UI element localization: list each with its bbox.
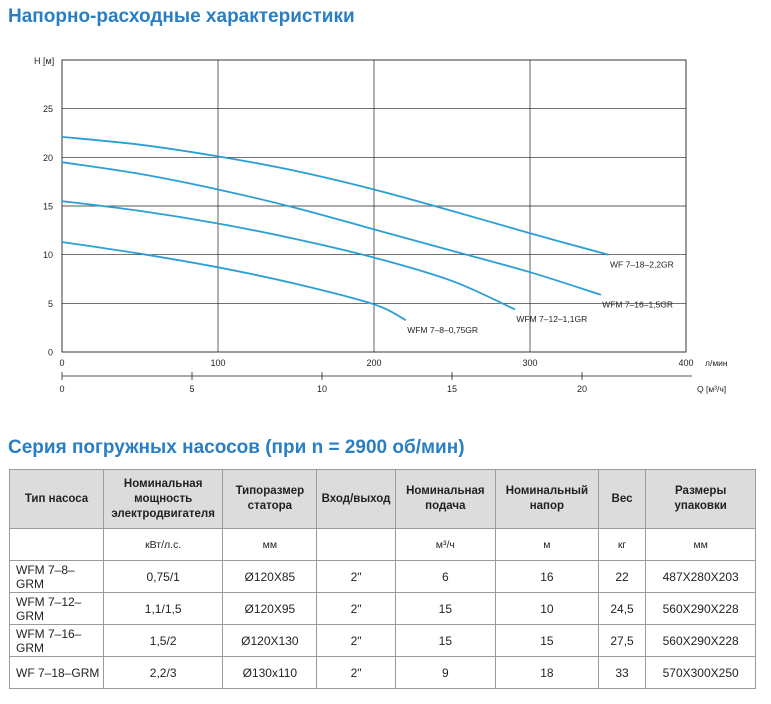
y-axis-label: H [м] xyxy=(34,56,55,66)
table-row-cell: WFM 7–8–GRM xyxy=(10,561,104,593)
y-tick-label: 10 xyxy=(42,250,53,261)
table-units-row-cell xyxy=(10,529,104,561)
chart-labels xyxy=(34,56,728,394)
x-tick-label-lpm: 100 xyxy=(210,358,226,368)
specs-table xyxy=(9,469,756,689)
table-row-cell: 0,75/1 xyxy=(104,561,223,593)
table-row-cell: 560X290X228 xyxy=(646,593,756,625)
x-axis-label-lpm: л/мин xyxy=(705,358,728,368)
curve-4 xyxy=(62,242,405,320)
table-row-cell: 15 xyxy=(395,593,495,625)
table-header-cell: Тип насоса xyxy=(10,470,104,529)
curve-3 xyxy=(62,201,514,309)
table-row-cell: 560X290X228 xyxy=(646,625,756,657)
table-header-cell: Номинальная подача xyxy=(395,470,495,529)
table-row-cell: Ø130x110 xyxy=(223,657,317,689)
x-tick-label-lpm: 300 xyxy=(522,358,538,368)
x-tick-label-lpm: 200 xyxy=(366,358,382,368)
table-row-cell: 15 xyxy=(395,625,495,657)
table-row-cell: 33 xyxy=(598,657,646,689)
table-header-cell: Размеры упаковки xyxy=(646,470,756,529)
table-title: Серия погружных насосов (при n = 2900 об/мин) xyxy=(8,437,465,458)
table-row-cell: 2" xyxy=(317,657,395,689)
x-tick-label-m3h: 0 xyxy=(59,384,65,394)
curve-1 xyxy=(62,137,608,255)
table-units-row-cell: м xyxy=(496,529,599,561)
table-row-cell: 2,2/3 xyxy=(104,657,223,689)
y-tick-label: 5 xyxy=(47,298,53,309)
table-row-cell: 24,5 xyxy=(598,593,646,625)
table-row-cell: Ø120X95 xyxy=(223,593,317,625)
curve-label-3: WFM 7–12–1,1GR xyxy=(516,314,588,325)
chart-curves xyxy=(62,137,608,320)
table-units-row xyxy=(10,529,756,561)
x-tick-label-m3h: 5 xyxy=(189,384,195,394)
table-row-cell: 2" xyxy=(317,625,395,657)
table-row-cell: 18 xyxy=(496,657,599,689)
table-header-cell: Вес xyxy=(598,470,646,529)
table-header-cell: Номинальная мощность электродвигателя xyxy=(104,470,223,529)
table-row-cell: 9 xyxy=(395,657,495,689)
table-units-row-cell xyxy=(317,529,395,561)
table-row-cell: 2" xyxy=(317,561,395,593)
table-row xyxy=(10,625,756,657)
table-units-row-cell: кВт/л.с. xyxy=(104,529,223,561)
table-row-cell: 22 xyxy=(598,561,646,593)
table-row-cell: 1,5/2 xyxy=(104,625,223,657)
table-row-cell: 2" xyxy=(317,593,395,625)
table-row-cell: Ø120X130 xyxy=(223,625,317,657)
table-row xyxy=(10,657,756,689)
x-tick-label-m3h: 20 xyxy=(576,384,588,394)
y-tick-label: 15 xyxy=(42,201,53,212)
x-tick-label-m3h: 10 xyxy=(316,384,328,394)
table-units-row-cell: мм xyxy=(223,529,317,561)
table-row-cell: WFM 7–16–GRM xyxy=(10,625,104,657)
curve-label-1: WF 7–18–2,2GR xyxy=(610,259,674,270)
table-row-cell: Ø120X85 xyxy=(223,561,317,593)
table-row-cell: 1,1/1,5 xyxy=(104,593,223,625)
table-units-row-cell: м³/ч xyxy=(395,529,495,561)
curve-label-2: WFM 7–16–1,5GR xyxy=(602,299,674,310)
x-tick-label-m3h: 15 xyxy=(446,384,458,394)
x-tick-label-lpm: 400 xyxy=(678,358,694,368)
performance-chart xyxy=(0,40,771,400)
chart-grid xyxy=(62,60,692,380)
y-tick-label: 25 xyxy=(42,104,53,115)
table-row xyxy=(10,593,756,625)
curve-label-4: WFM 7–8–0,75GR xyxy=(407,324,479,335)
table-row-cell: 16 xyxy=(496,561,599,593)
x-axis-label-m3h: Q [м³/ч] xyxy=(697,384,727,394)
table-row-cell: 570X300X250 xyxy=(646,657,756,689)
table-row-cell: 15 xyxy=(496,625,599,657)
table-row xyxy=(10,561,756,593)
y-tick-label: 20 xyxy=(42,152,53,163)
x-tick-label-lpm: 0 xyxy=(59,358,65,368)
chart-title: Напорно-расходные характеристики xyxy=(8,6,355,27)
table-header-cell: Вход/выход xyxy=(317,470,395,529)
table-row-cell: 27,5 xyxy=(598,625,646,657)
table-row-cell: 6 xyxy=(395,561,495,593)
table-row-cell: WFM 7–12–GRM xyxy=(10,593,104,625)
table-row-cell: 10 xyxy=(496,593,599,625)
table-header-cell: Типоразмер статора xyxy=(223,470,317,529)
table-header-cell: Номинальный напор xyxy=(496,470,599,529)
table-row-cell: WF 7–18–GRM xyxy=(10,657,104,689)
table-units-row-cell: кг xyxy=(598,529,646,561)
table-units-row-cell: мм xyxy=(646,529,756,561)
table-row-cell: 487X280X203 xyxy=(646,561,756,593)
y-tick-label: 0 xyxy=(47,347,53,358)
curve-2 xyxy=(62,162,600,294)
table-header xyxy=(10,470,756,529)
